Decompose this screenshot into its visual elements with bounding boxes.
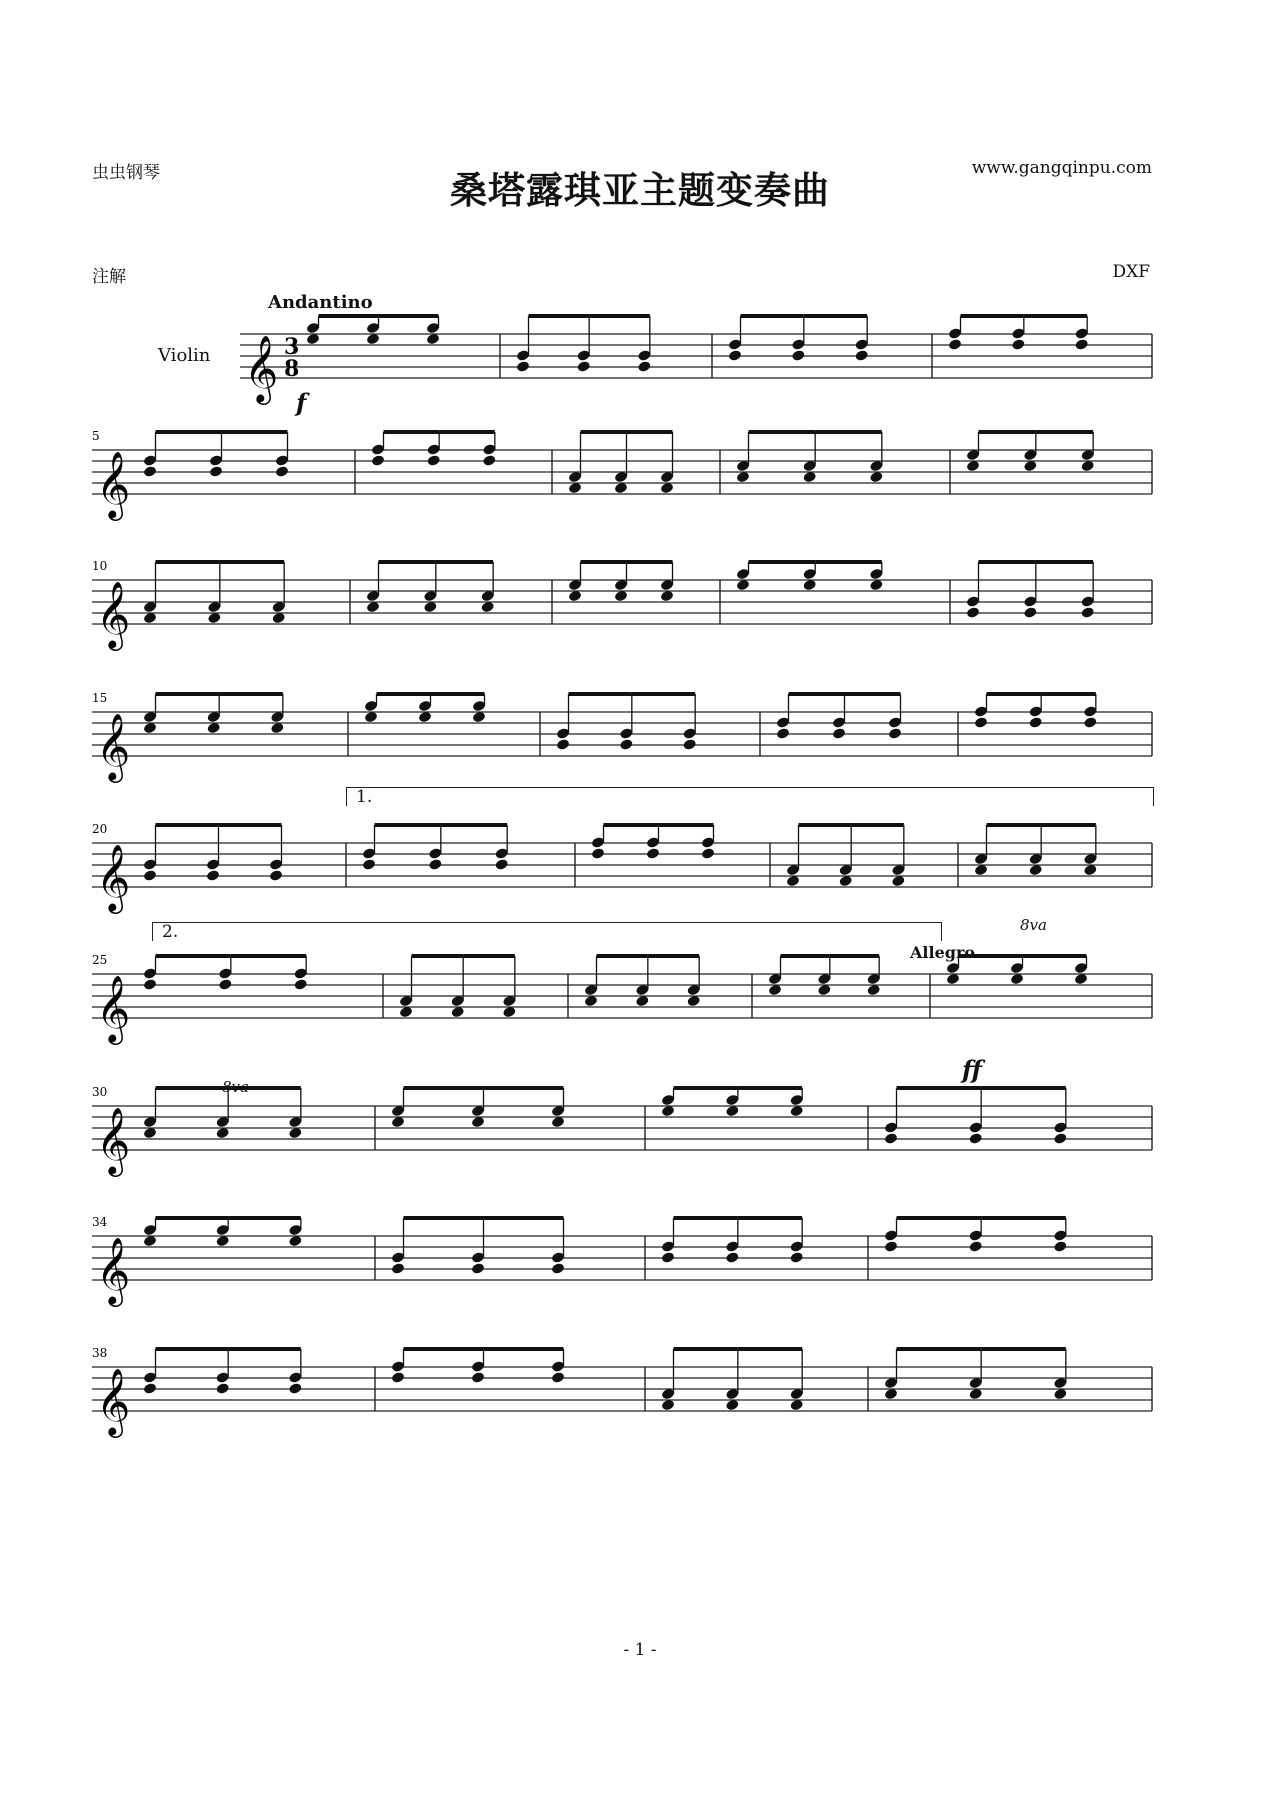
notehead xyxy=(974,864,988,877)
staff-system xyxy=(0,657,1280,787)
measure-number: 34 xyxy=(92,1215,108,1229)
notehead xyxy=(568,482,582,495)
notehead xyxy=(966,606,980,619)
annotation-label: 注解 xyxy=(92,267,126,287)
notehead xyxy=(884,1388,898,1401)
measure-number: 15 xyxy=(92,691,108,705)
notehead xyxy=(1053,1240,1067,1253)
website-label: www.gangqinpu.com xyxy=(971,158,1152,178)
notehead xyxy=(728,349,742,362)
notehead xyxy=(802,579,816,592)
notehead xyxy=(1023,606,1037,619)
notehead xyxy=(866,984,880,997)
notehead xyxy=(817,984,831,997)
notehead xyxy=(701,847,715,860)
notehead xyxy=(884,1240,898,1253)
notehead xyxy=(968,1132,982,1145)
notehead xyxy=(791,349,805,362)
notehead xyxy=(614,590,628,603)
composer-label: DXF xyxy=(1112,262,1150,282)
measure-number: 10 xyxy=(92,559,108,573)
notehead xyxy=(1074,973,1088,986)
notehead xyxy=(143,1382,157,1395)
notehead xyxy=(364,711,378,724)
notehead xyxy=(776,727,790,740)
notehead xyxy=(391,1262,405,1275)
notehead xyxy=(1080,606,1094,619)
notehead xyxy=(1010,973,1024,986)
treble-clef-icon: 𝄞 xyxy=(96,1236,131,1304)
volta-1: 1. xyxy=(356,787,373,807)
notehead xyxy=(371,454,385,467)
staff-system xyxy=(0,1051,1280,1181)
notehead xyxy=(789,1251,803,1264)
notehead xyxy=(275,465,289,478)
ottava-mark: 8va xyxy=(1020,916,1047,934)
notehead xyxy=(789,1105,803,1118)
instrument-label: Violin xyxy=(158,345,211,366)
notehead xyxy=(1053,1388,1067,1401)
notehead xyxy=(832,727,846,740)
notehead xyxy=(948,338,962,351)
notehead xyxy=(946,973,960,986)
notehead xyxy=(966,460,980,473)
measure-number: 5 xyxy=(92,429,100,443)
notehead xyxy=(1028,716,1042,729)
notehead xyxy=(143,978,157,991)
notehead xyxy=(1083,864,1097,877)
staff-system xyxy=(0,1181,1280,1311)
notehead xyxy=(502,1006,516,1019)
notehead xyxy=(660,590,674,603)
notehead xyxy=(471,1116,485,1129)
notehead xyxy=(974,716,988,729)
notehead xyxy=(288,1127,302,1140)
notehead xyxy=(789,1399,803,1412)
tempo-andantino: Andantino xyxy=(268,292,373,313)
notehead xyxy=(399,1006,413,1019)
measure-number: 30 xyxy=(92,1085,108,1099)
notehead xyxy=(471,1262,485,1275)
notehead xyxy=(661,1251,675,1264)
notehead xyxy=(426,333,440,346)
notehead xyxy=(869,579,883,592)
notehead xyxy=(143,1235,157,1248)
notehead xyxy=(1074,338,1088,351)
notehead xyxy=(143,722,157,735)
notehead xyxy=(854,349,868,362)
notehead xyxy=(306,333,320,346)
notehead xyxy=(1053,1132,1067,1145)
measure-number: 25 xyxy=(92,953,108,967)
notehead xyxy=(418,711,432,724)
staff-system xyxy=(0,395,1280,525)
ottava-mark: 8va xyxy=(222,1078,249,1096)
treble-clef-icon: 𝄞 xyxy=(96,450,131,518)
notehead xyxy=(391,1371,405,1384)
staff-system xyxy=(0,279,1280,409)
notehead xyxy=(725,1105,739,1118)
notehead xyxy=(428,858,442,871)
notehead xyxy=(968,1388,982,1401)
notehead xyxy=(215,1382,229,1395)
notehead xyxy=(207,612,221,625)
notehead xyxy=(143,1127,157,1140)
notehead xyxy=(215,1127,229,1140)
notehead xyxy=(619,738,633,751)
notehead xyxy=(614,482,628,495)
notehead xyxy=(725,1251,739,1264)
notehead xyxy=(1023,460,1037,473)
notehead xyxy=(1011,338,1025,351)
notehead xyxy=(494,858,508,871)
notehead xyxy=(802,471,816,484)
score-title: 桑塔露琪亚主题变奏曲 xyxy=(450,169,830,212)
notehead xyxy=(568,590,582,603)
treble-clef-icon: 𝄞 xyxy=(96,1106,131,1174)
notehead xyxy=(584,995,598,1008)
notehead xyxy=(637,360,651,373)
notehead xyxy=(646,847,660,860)
notehead xyxy=(472,711,486,724)
notehead xyxy=(556,738,570,751)
time-sig-top: 3 xyxy=(284,334,300,360)
notehead xyxy=(884,1132,898,1145)
notehead xyxy=(288,1235,302,1248)
notehead xyxy=(968,1240,982,1253)
notehead xyxy=(516,360,530,373)
notehead xyxy=(218,978,232,991)
staff-system xyxy=(0,525,1280,655)
notehead xyxy=(661,1105,675,1118)
treble-clef-icon: 𝄞 xyxy=(96,580,131,648)
tempo-allegro: Allegro xyxy=(910,943,976,962)
staff-system xyxy=(0,788,1280,918)
notehead xyxy=(270,722,284,735)
notehead xyxy=(471,1371,485,1384)
source-label: 虫虫钢琴 xyxy=(92,163,160,183)
measure-number: 20 xyxy=(92,822,108,836)
volta-2: 2. xyxy=(162,922,179,942)
notehead xyxy=(551,1371,565,1384)
notehead xyxy=(209,465,223,478)
notehead xyxy=(736,579,750,592)
notehead xyxy=(269,869,283,882)
notehead xyxy=(1028,864,1042,877)
dynamic-fortissimo: ff xyxy=(962,1055,982,1084)
treble-clef-icon: 𝄞 xyxy=(96,843,131,911)
notehead xyxy=(576,360,590,373)
notehead xyxy=(661,1399,675,1412)
notehead xyxy=(143,465,157,478)
notehead xyxy=(768,984,782,997)
time-sig-bottom: 8 xyxy=(284,356,300,382)
notehead xyxy=(391,1116,405,1129)
notehead xyxy=(1080,460,1094,473)
notehead xyxy=(591,847,605,860)
notehead xyxy=(426,454,440,467)
notehead xyxy=(786,875,800,888)
volta-bracket xyxy=(346,787,1154,806)
volta-bracket xyxy=(152,922,942,941)
notehead xyxy=(423,601,437,614)
notehead xyxy=(725,1399,739,1412)
notehead xyxy=(551,1262,565,1275)
notehead xyxy=(215,1235,229,1248)
notehead xyxy=(736,471,750,484)
notehead xyxy=(288,1382,302,1395)
notehead xyxy=(206,869,220,882)
notehead xyxy=(660,482,674,495)
notehead xyxy=(143,612,157,625)
notehead xyxy=(482,454,496,467)
notehead xyxy=(366,601,380,614)
notehead xyxy=(450,1006,464,1019)
notehead xyxy=(366,333,380,346)
notehead xyxy=(293,978,307,991)
notehead xyxy=(635,995,649,1008)
notehead xyxy=(888,727,902,740)
treble-clef-icon: 𝄞 xyxy=(96,712,131,780)
dynamic-forte: f xyxy=(296,388,307,417)
notehead xyxy=(206,722,220,735)
notehead xyxy=(869,471,883,484)
notehead xyxy=(838,875,852,888)
notehead xyxy=(480,601,494,614)
notehead xyxy=(682,738,696,751)
measure-number: 38 xyxy=(92,1346,108,1360)
notehead xyxy=(143,869,157,882)
notehead xyxy=(686,995,700,1008)
treble-clef-icon: 𝄞 xyxy=(96,974,131,1042)
treble-clef-icon: 𝄞 xyxy=(244,334,279,402)
staff-system xyxy=(0,1312,1280,1442)
treble-clef-icon: 𝄞 xyxy=(96,1367,131,1435)
notehead xyxy=(551,1116,565,1129)
page-number: - 1 - xyxy=(623,1640,657,1660)
notehead xyxy=(1083,716,1097,729)
notehead xyxy=(891,875,905,888)
notehead xyxy=(271,612,285,625)
notehead xyxy=(362,858,376,871)
